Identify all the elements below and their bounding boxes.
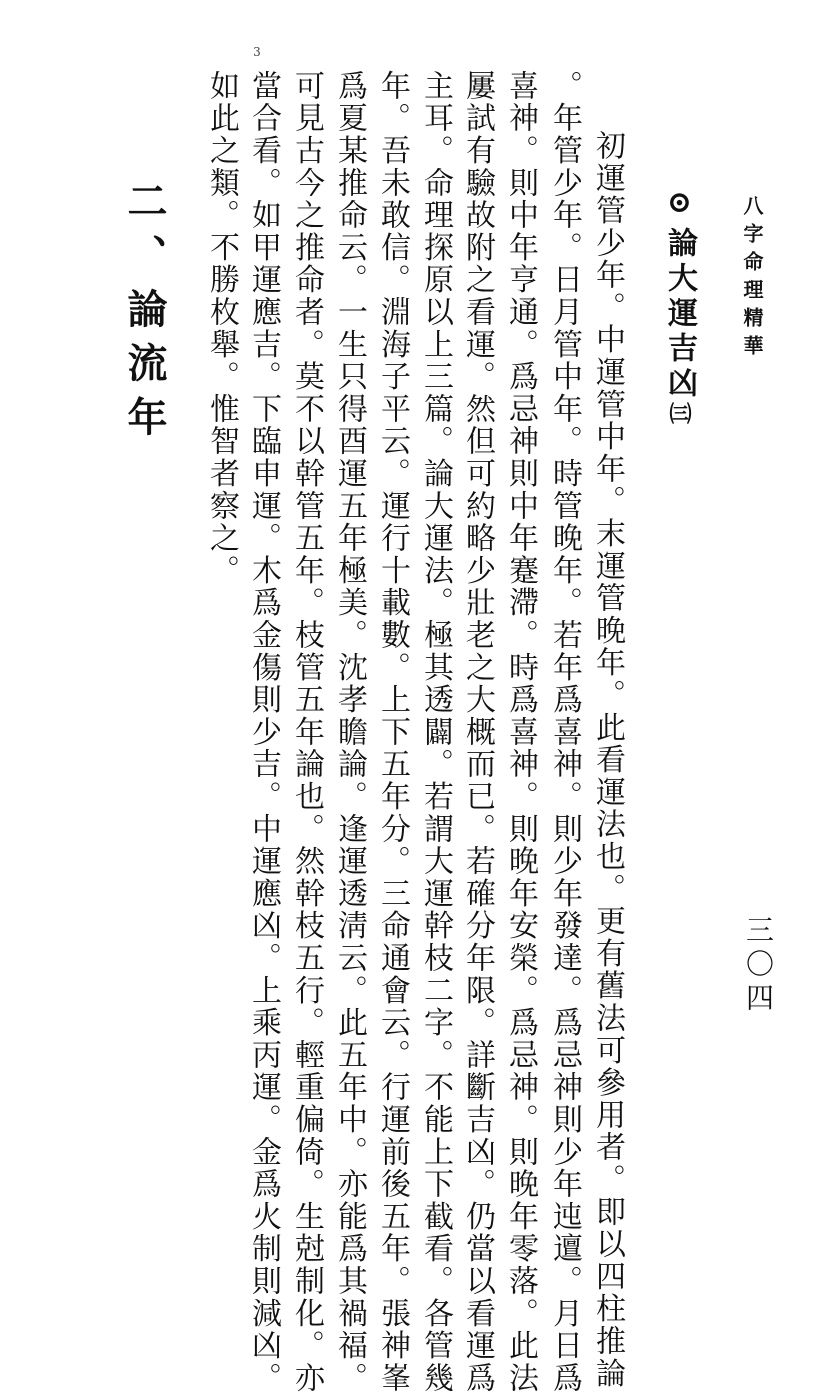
body-line-2: 。年管少年。日月管中年。時管晚年。若年爲喜神。則少年發達。爲忌神則少年迍邅。月日爲	[547, 70, 582, 1394]
margin-mark: 3	[250, 45, 264, 59]
bullet-icon: ⊙	[662, 185, 697, 225]
body-line-7: 爲夏某推命云。一生只得酉運五年極美。沈孝瞻論。逢運透淸云。此五年中。亦能爲其禍福。	[332, 70, 367, 1394]
chapter-heading: 二、論流年	[121, 180, 168, 450]
page-number: 三〇四	[742, 915, 775, 1017]
body-line-8: 可見古今之推命者。莫不以幹管五年。枝管五年論也。然幹枝五行。輕重偏倚。生尅制化。亦	[289, 70, 324, 1394]
running-header-title: 八字命理精華	[740, 195, 764, 363]
body-line-10: 如此之類。不勝枚舉。惟智者察之。	[204, 70, 239, 587]
section-title-text: 論大運吉凶	[662, 227, 697, 402]
body-line-3: 喜神。則中年亨通。爲忌神則中年蹇滯。時爲喜神。則晚年安榮。爲忌神。則晚年零落。此法	[503, 70, 538, 1394]
body-line-1: 初運管少年。中運管中年。末運管晚年。此看運法也。更有舊法可參用者。即以四柱推論	[590, 130, 625, 1390]
section-title	[657, 185, 701, 429]
body-line-4: 屢試有驗故附之看運。然但可約略少壯老之大概而已。若確分年限。詳斷吉凶。仍當以看運爲	[460, 70, 495, 1394]
body-line-5: 主耳。命理探原以上三篇。論大運法。極其透闢。若謂大運幹枝二字。不能上下截看。各管幾	[418, 70, 453, 1394]
section-number: ㈢	[666, 402, 692, 429]
body-line-9: 當合看。如甲運應吉。下臨申運。木爲金傷則少吉。中運應凶。上乘丙運。金爲火制則減凶。	[246, 70, 281, 1394]
body-line-6: 年。吾未敢信。淵海子平云。運行十載數。上下五年分。三命通會云。行運前後五年。張神峯	[375, 70, 410, 1394]
